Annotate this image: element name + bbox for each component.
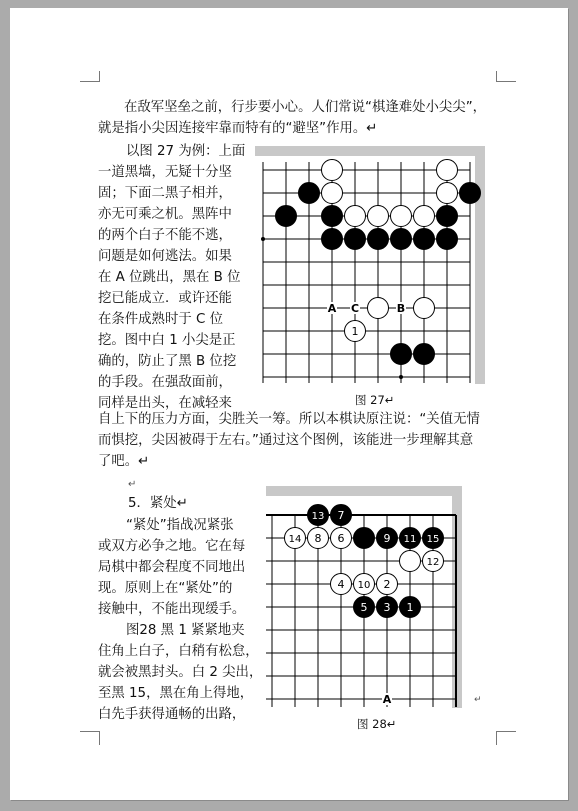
black-stone <box>354 528 375 549</box>
black-stone <box>414 344 435 365</box>
move-number: 4 <box>337 578 345 591</box>
move-number: 14 <box>288 534 302 545</box>
move-number: 5 <box>360 601 368 614</box>
para2-line: 问题是如何逃法。如果 <box>98 249 232 264</box>
para2-line: 的手段。在强敌面前， <box>98 375 232 390</box>
white-stone <box>322 183 343 204</box>
point-label: C <box>350 302 360 315</box>
figure-27-go-diagram <box>255 146 491 386</box>
black-stone <box>322 229 343 250</box>
para2-line: 确的，防止了黑 B 位挖 <box>98 354 237 369</box>
point-label: A <box>382 693 392 706</box>
para3-line: 接触中，不能出现缓手。 <box>98 602 246 617</box>
figure-28-go-diagram <box>266 486 474 708</box>
black-stone <box>391 344 412 365</box>
crop-mark-tr-h <box>496 81 516 82</box>
black-stone <box>414 229 435 250</box>
move-number: 13 <box>311 511 325 522</box>
black-stone <box>276 206 297 227</box>
crop-mark-bl-v <box>99 731 100 745</box>
para1-line-2: 就是指小尖因连接牢靠而特有的“避坚”作用。↵ <box>98 121 378 136</box>
white-stone <box>414 298 435 319</box>
move-number: 11 <box>403 534 417 545</box>
para3-line: 至黑 15，黑在角上得地， <box>98 686 254 701</box>
black-stone <box>368 229 389 250</box>
crop-mark-br-v <box>496 731 497 745</box>
para2-full-line: 了吧。↵ <box>98 454 150 469</box>
crop-mark-bl-h <box>80 731 100 732</box>
para2-line: 以图 27 为例：上面 <box>126 144 246 159</box>
white-stone <box>437 160 458 181</box>
para2-line: 的两个白子不能不逃， <box>98 228 232 243</box>
para3-line: 局棋中都会程度不同地出 <box>98 560 246 575</box>
move-number: 9 <box>383 532 391 545</box>
crop-mark-br-h <box>496 731 516 732</box>
board-edge-top <box>255 146 485 156</box>
move-number: 12 <box>426 557 440 568</box>
para3-line: 图28 黑 1 紧紧地夹 <box>126 623 245 638</box>
white-stone <box>437 183 458 204</box>
black-stone <box>345 229 366 250</box>
move-number: 7 <box>337 509 345 522</box>
black-stone <box>437 206 458 227</box>
para2-full-line: 而惧挖，尖因被碍于左右。”通过这个图例，该能进一步理解其意 <box>98 433 474 448</box>
para2-line: 在条件成熟时于 C 位 <box>98 312 223 327</box>
crop-mark-tr-v <box>496 71 497 82</box>
white-stone <box>414 206 435 227</box>
para2-line: 挖。图中白 1 小尖是正 <box>98 333 236 348</box>
section-heading: 5．紧处↵ <box>128 496 188 511</box>
black-stone <box>437 229 458 250</box>
move-number: 1 <box>351 325 359 338</box>
move-number: 3 <box>383 601 391 614</box>
para2-line: 亦无可乘之机。黑阵中 <box>98 207 232 222</box>
para2-line: 在 A 位跳出，黑在 B 位 <box>98 270 241 285</box>
para2-line: 同样是出头，在减轻来 <box>98 396 232 411</box>
white-stone <box>322 160 343 181</box>
white-stone <box>368 298 389 319</box>
point-label: A <box>327 302 337 315</box>
figure-28-caption: 图 28↵ <box>357 717 397 731</box>
black-stone <box>322 206 343 227</box>
para3-line: 住角上白子，白稍有松怠， <box>98 644 259 659</box>
black-stone <box>391 229 412 250</box>
para2-line: 固；下面二黑子相并， <box>98 186 232 201</box>
para2-line: 一道黑墙，无疑十分坚 <box>98 165 232 180</box>
para2-line: 挖已能成立．或许还能 <box>98 291 232 306</box>
para3-line: 或双方必争之地。它在每 <box>98 539 246 554</box>
white-stone <box>391 206 412 227</box>
para3-line: 就会被黑封头。白 2 尖出， <box>98 665 263 680</box>
star-point <box>399 375 403 379</box>
point-label: B <box>396 302 406 315</box>
crop-mark-tl-v <box>99 71 100 82</box>
white-stone <box>345 206 366 227</box>
paragraph-mark: ↵ <box>128 479 137 490</box>
move-number: 10 <box>357 580 371 591</box>
para3-line: 现。原则上在“紧处”的 <box>98 581 233 596</box>
move-number: 8 <box>314 532 322 545</box>
black-stone <box>299 183 320 204</box>
para1-line-1: 在敌军坚垒之前，行步要小心。人们常说“棋逢难处小尖尖”， <box>124 100 487 115</box>
black-stone <box>460 183 481 204</box>
star-point <box>261 237 265 241</box>
white-stone <box>368 206 389 227</box>
move-number: 6 <box>337 532 345 545</box>
move-number: 15 <box>426 534 440 545</box>
para2-full-line: 自上下的压力方面，尖胜关一筹。所以本棋诀原注说：“关值无情 <box>98 412 480 427</box>
figure-27-caption: 图 27↵ <box>355 393 395 407</box>
move-number: 1 <box>406 601 414 614</box>
white-stone <box>400 551 421 572</box>
crop-mark-tl-h <box>80 81 100 82</box>
para3-line: “紧处”指战况紧张 <box>126 518 234 533</box>
move-number: 2 <box>383 578 391 591</box>
small-arrow-mark: ↵ <box>474 695 482 705</box>
para3-line: 白先手获得通畅的出路， <box>98 707 246 722</box>
board-edge-top <box>266 486 462 496</box>
board-edge-right <box>475 148 485 384</box>
